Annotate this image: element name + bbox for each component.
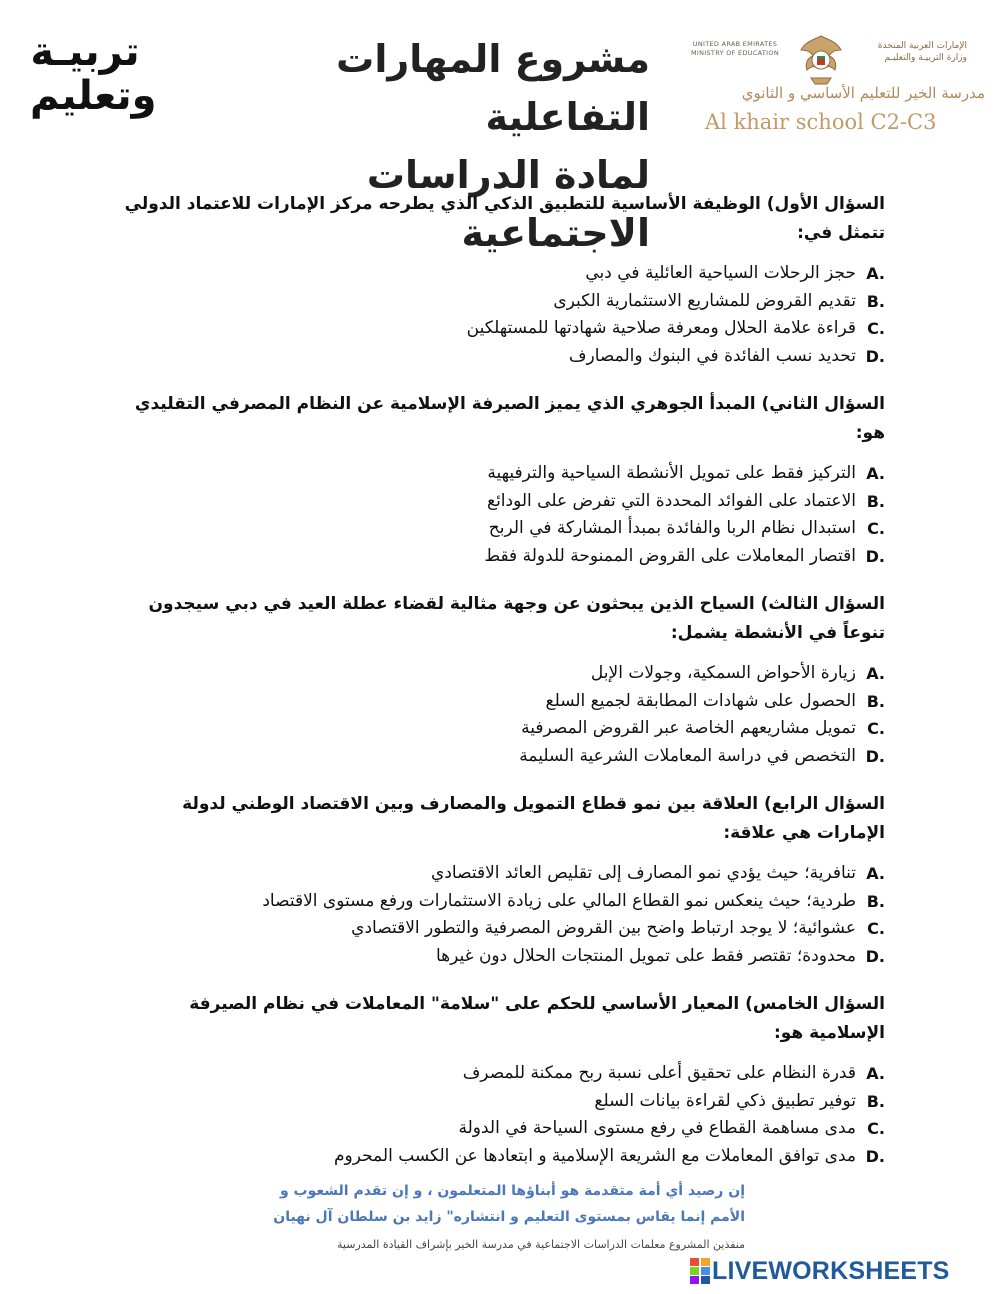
option-text: مدى مساهمة القطاع في رفع مستوى السياحة في الدولة	[458, 1118, 856, 1138]
logo-line-1: تربيـة	[30, 29, 140, 75]
option-letter: A.	[866, 1064, 885, 1083]
option-text: قدرة النظام على تحقيق أعلى نسبة ربح ممكنة للمصرف	[462, 1063, 856, 1083]
option-letter: D.	[865, 1146, 885, 1166]
quote-line-1: إن رصيد أي أمة متقدمة هو أبناؤها المتعلمون ، و إن تقدم الشعوب و	[279, 1183, 745, 1199]
option-letter: D.	[865, 946, 885, 966]
option-d[interactable]	[110, 1143, 885, 1171]
question-title: السؤال الأول) الوظيفة الأساسية للتطبيق الذكي الذي يطرحه مركز الإمارات للاعتماد الدولي تتمثل في:	[124, 194, 885, 243]
title-line-1: مشروع المهارات التفاعلية	[336, 37, 650, 139]
option-a[interactable]	[110, 660, 885, 688]
tarbia-logo	[30, 29, 157, 125]
option-letter: C.	[867, 519, 885, 538]
options-list	[110, 460, 885, 570]
option-a[interactable]	[110, 1060, 885, 1088]
option-letter: D.	[865, 346, 885, 366]
option-text: الحصول على شهادات المطابقة لجميع السلع	[545, 690, 856, 711]
ministry-en-line-1: UNITED ARAB EMIRATES	[692, 40, 778, 48]
option-text: تمويل مشاريعهم الخاصة عبر القروض المصرفية	[521, 718, 856, 738]
question-4	[110, 790, 885, 970]
option-b[interactable]	[110, 288, 885, 316]
option-text: تنافرية؛ حيث يؤدي نمو المصارف إلى تقليص العائد الاقتصادي	[431, 863, 856, 883]
option-letter: C.	[867, 319, 885, 338]
option-letter: A.	[866, 664, 885, 683]
liveworksheets-brand[interactable]	[690, 1256, 990, 1286]
liveworksheets-logo-icon	[690, 1258, 710, 1284]
option-d[interactable]	[110, 743, 885, 771]
option-letter: B.	[866, 291, 885, 311]
ministry-ar-line-1: الإمارات العربية المتحدة	[877, 41, 967, 51]
option-text: تحديد نسب الفائدة في البنوك والمصارف	[568, 345, 856, 366]
option-letter: A.	[866, 264, 885, 283]
options-list	[110, 660, 885, 770]
option-letter: B.	[866, 891, 885, 911]
option-text: تقديم القروض للمشاريع الاستثمارية الكبرى	[553, 290, 856, 311]
option-text: التركيز فقط على تمويل الأنشطة السياحية والترفيهية	[487, 463, 856, 483]
option-b[interactable]	[110, 488, 885, 516]
option-a[interactable]	[110, 460, 885, 488]
school-name-en: Al khair school C2-C3	[705, 110, 937, 134]
options-list	[110, 260, 885, 370]
ministry-name-ar	[847, 40, 967, 64]
option-text: مدى توافق المعاملات مع الشريعة الإسلامية و ابتعادها عن الكسب المحروم	[333, 1145, 856, 1166]
option-text: عشوائية؛ لا يوجد ارتباط واضح بين القروض المصرفية والتطور الاقتصادي	[351, 918, 856, 938]
option-b[interactable]	[110, 888, 885, 916]
logo-line-2: وتعليم	[30, 73, 157, 119]
ministry-en-line-2: MINISTRY OF EDUCATION	[691, 49, 779, 57]
option-c[interactable]	[110, 315, 885, 343]
option-letter: B.	[866, 1091, 885, 1111]
option-text: التخصص في دراسة المعاملات الشرعية السليمة	[519, 745, 856, 766]
questions-section	[110, 190, 885, 1170]
option-text: الاعتماد على الفوائد المحددة التي تفرض على الودائع	[487, 490, 856, 511]
question-title: السؤال الرابع) العلاقة بين نمو قطاع التمويل والمصارف وبين الاقتصاد الوطني لدولة الإمارات هي علاقة:	[182, 794, 885, 843]
question-title: السؤال الثاني) المبدأ الجوهري الذي يميز الصيرفة الإسلامية عن النظام المصرفي التقليدي هو:	[134, 394, 885, 443]
option-text: طردية؛ حيث ينعكس نمو القطاع المالي على زيادة الاستثمارات ورفع مستوى الاقتصاد	[262, 890, 856, 911]
option-c[interactable]	[110, 515, 885, 543]
option-a[interactable]	[110, 260, 885, 288]
question-title: السؤال الثالث) السياح الذين يبحثون عن وجهة مثالية لقضاء عطلة العيد في دبي سيجدون تنوعاً في الأنشطة يشمل:	[148, 594, 885, 643]
option-letter: A.	[866, 864, 885, 883]
footer-quote	[225, 1178, 745, 1254]
school-name-ar: مدرسة الخير للتعليم الأساسي و الثانوي	[741, 84, 985, 102]
option-c[interactable]	[110, 915, 885, 943]
question-title: السؤال الخامس) المعيار الأساسي للحكم على "سلامة" المعاملات في نظام الصيرفة الإسلامية هو:	[189, 994, 885, 1043]
option-c[interactable]	[110, 715, 885, 743]
option-letter: C.	[867, 919, 885, 938]
option-text: قراءة علامة الحلال ومعرفة صلاحية شهادتها للمستهلكين	[466, 318, 856, 338]
question-5	[110, 990, 885, 1170]
option-d[interactable]	[110, 343, 885, 371]
option-text: توفير تطبيق ذكي لقراءة بيانات السلع	[594, 1090, 856, 1111]
brand-wordmark: LIVEWORKSHEETS	[712, 1257, 950, 1285]
option-text: اقتصار المعاملات على القروض الممنوحة للدولة فقط	[484, 545, 856, 566]
option-letter: A.	[866, 464, 885, 483]
option-letter: C.	[867, 719, 885, 738]
ministry-ar-line-2: وزارة التربيـة والتعليـم	[884, 53, 967, 63]
option-d[interactable]	[110, 943, 885, 971]
option-a[interactable]	[110, 860, 885, 888]
option-b[interactable]	[110, 688, 885, 716]
option-letter: D.	[865, 546, 885, 566]
question-3	[110, 590, 885, 770]
option-c[interactable]	[110, 1115, 885, 1143]
option-text: استبدال نظام الربا والفائدة بمبدأ المشاركة في الربح	[488, 518, 856, 538]
option-text: محدودة؛ تقتصر فقط على تمويل المنتجات الحلال دون غيرها	[436, 945, 856, 966]
question-1	[110, 190, 885, 370]
option-letter: B.	[866, 691, 885, 711]
option-d[interactable]	[110, 543, 885, 571]
quote-line-2: الأمم إنما يقاس بمستوى التعليم و انتشاره" زايد بن سلطان آل نهيان	[273, 1209, 745, 1225]
option-letter: C.	[867, 1119, 885, 1138]
question-2	[110, 390, 885, 570]
uae-emblem-icon	[797, 32, 845, 90]
option-b[interactable]	[110, 1088, 885, 1116]
option-text: حجز الرحلات السياحية العائلية في دبي	[585, 263, 856, 283]
options-list	[110, 860, 885, 970]
option-letter: D.	[865, 746, 885, 766]
title-line-2: لمادة الدراسات الاجتماعية	[366, 153, 650, 255]
project-credit: منفذين المشروع معلمات الدراسات الاجتماعية في مدرسة الخير بإشراف القيادة المدرسية	[337, 1238, 745, 1251]
ministry-name-en	[675, 40, 795, 58]
options-list	[110, 1060, 885, 1170]
option-text: زيارة الأحواض السمكية، وجولات الإبل	[590, 663, 856, 683]
option-letter: B.	[866, 491, 885, 511]
